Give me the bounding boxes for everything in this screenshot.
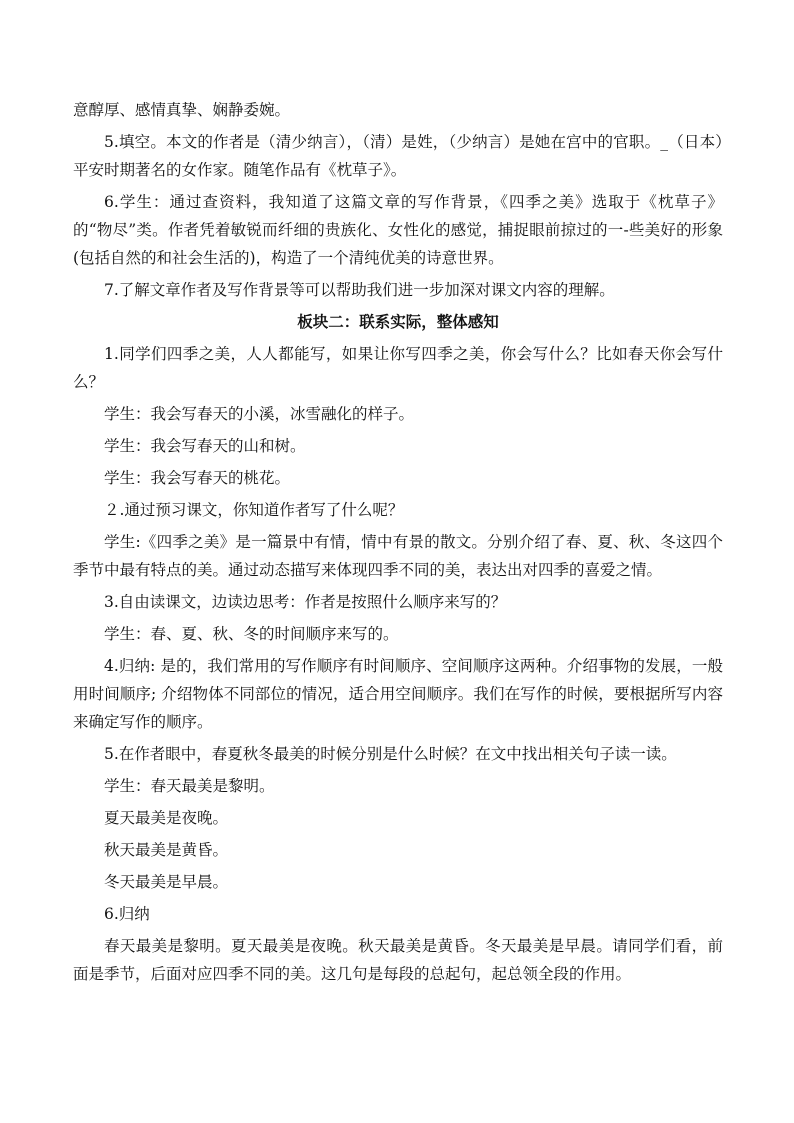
paragraph-summary: 7.了解文章作者及写作背景等可以帮助我们进一步加深对课文内容的理解。: [104, 281, 615, 299]
paragraph-line: 秋天最美是黄昏。: [104, 841, 229, 859]
paragraph-question-1: 1.同学们四季之美，人人都能写，如果让你写四季之美，你会写什么？比如春天你会写什么？: [73, 345, 723, 391]
paragraph-summary-4: 4.归纳: 是的，我们常用的写作顺序有时间顺序、空间顺序这两种。介绍事物的发展，一般用时间顺序; 介绍物体不同部位的情况，适合用空间顺序。我们在写作的时候，要根据所写内容来确定写作的顺序。: [73, 657, 723, 731]
paragraph-line: 冬天最美是早晨。: [104, 873, 229, 891]
section-heading: 板块二：联系实际，整体感知: [297, 312, 499, 331]
paragraph-question-2: ２.通过预习课文，你知道作者写了什么呢？: [104, 501, 404, 519]
paragraph-student-answer: 学生：春天最美是黎明。: [104, 777, 275, 795]
paragraph-student-answer: 学生:《四季之美》是一篇景中有情，情中有景的散文。分别介绍了春、夏、秋、冬这四个季节中最有特点的美。通过动态描写来体现四季不同的美，表达出对四季的喜爱之情。: [73, 533, 723, 579]
paragraph-student-answer: 学生：春、夏、秋、冬的时间顺序来写的。: [104, 625, 399, 643]
paragraph-conclusion: 春天最美是黎明。夏天最美是夜晚。秋天最美是黄昏。冬天最美是早晨。请同学们看，前面是季节，后面对应四季不同的美。这几句是每段的总起句，起总领全段的作用。: [73, 937, 723, 983]
document-page: [73, 96, 723, 992]
paragraph-question-3: 3.自由读课文，边读边思考：作者是按照什么顺序来写的？: [104, 593, 507, 611]
paragraph-student-answer: 学生：我会写春天的桃花。: [104, 469, 291, 487]
paragraph-fill-blank: 5.填空。本文的作者是（清少纳言），（清）是姓，（少纳言）是她在宫中的官职。_（日本）平安时期著名的女作家。随笔作品有《枕草子》。: [73, 133, 723, 179]
paragraph-student-answer: 学生：我会写春天的小溪，冰雪融化的样子。: [104, 405, 415, 423]
paragraph-continuation: 意醇厚、感情真挚、娴静委婉。: [73, 101, 291, 119]
paragraph-line: 夏天最美是夜晚。: [104, 809, 229, 827]
paragraph-student-background: 6.学生：通过查资料，我知道了这篇文章的写作背景，《四季之美》选取于《枕草子》的“物尽”类。作者凭着敏锐而纤细的贵族化、女性化的感觉，捕捉眼前掠过的一-些美好的形象(包括自然的和社会生活的)，构造了一个清纯优美的诗意世界。: [73, 193, 723, 267]
paragraph-summary-6: 6.归纳: [104, 905, 150, 923]
paragraph-question-5: 5.在作者眼中，春夏秋冬最美的时候分别是什么时候？在文中找出相关句子读一读。: [104, 745, 677, 763]
paragraph-student-answer: 学生：我会写春天的山和树。: [104, 437, 306, 455]
